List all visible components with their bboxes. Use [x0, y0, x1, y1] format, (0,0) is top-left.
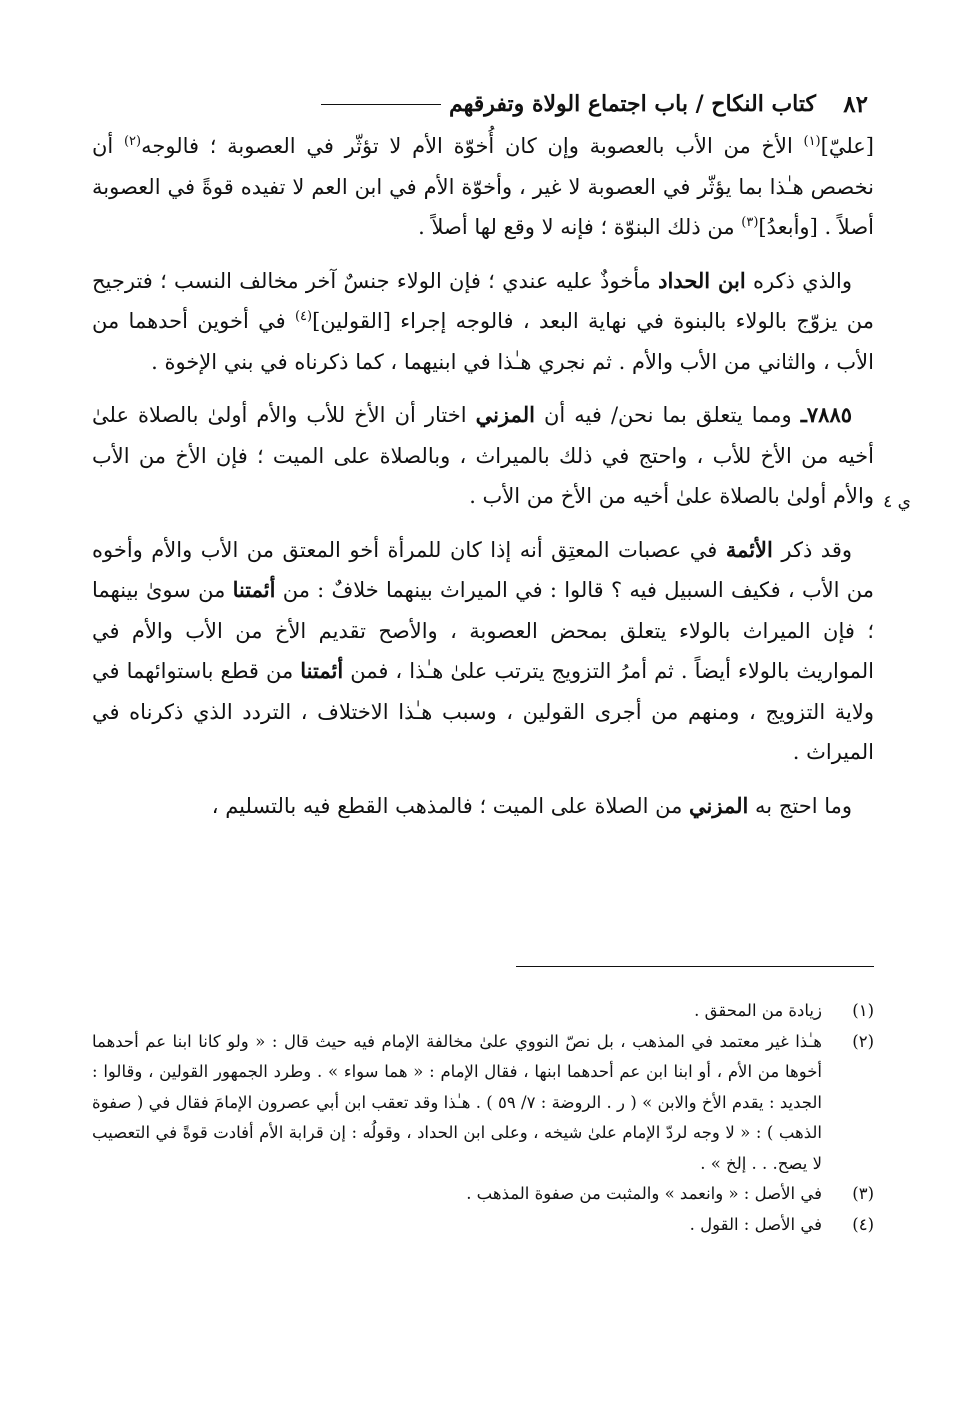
text-segment: وقد ذكر: [772, 537, 852, 562]
scholar-name: ابن الحداد: [658, 267, 746, 293]
term-aimmatuna: أئمتنا: [232, 577, 276, 602]
text-segment: من الصلاة على الميت ؛ فالمذهب القطع فيه بالتسليم ،: [211, 793, 690, 818]
text-segment: الأخ من الأب بالعصوبة وإن كان أُخوّة الأم لا تؤثّر في العصوبة ؛ فالوجه: [141, 134, 804, 158]
text-segment: [عليّ]: [820, 134, 874, 158]
footnote-number: (٣): [852, 1184, 874, 1203]
paragraph-number: ٧٨٨٥ـ: [800, 402, 853, 427]
footnote-ref: (٣): [741, 215, 759, 230]
paragraph-1: [92, 126, 874, 248]
running-title: كتاب النكاح / باب اجتماع الولاة وتفرقهم: [448, 91, 816, 117]
running-header: [100, 86, 868, 122]
footnote-text: في الأصل : القول .: [689, 1214, 822, 1234]
scholar-name: المزني: [689, 792, 749, 818]
footnote-ref: (١): [803, 134, 821, 149]
footnote-text: في الأصل : « وانعمد » والمثبت من صفوة المذهب .: [466, 1184, 822, 1203]
footnote: [92, 1027, 874, 1180]
footnote: [92, 1179, 874, 1210]
text-segment: من سوىٰ بينهما ؛ فإن الميراث بالولاء يتعلق بمحض العصوبة ، والأصح تقديم الأخ من الأب والأم في المواريث بالولاء أيضاً . ثم أمرُ التزويج يترتب علىٰ هـٰذا ، فمن: [92, 578, 874, 683]
footnotes: [92, 996, 874, 1240]
paragraph-3: [92, 395, 874, 517]
footnote-number: (١): [852, 1001, 874, 1020]
term-aimmatuna: أئمتنا: [300, 658, 344, 683]
footnote: [92, 996, 874, 1027]
text-segment: في عصبات المعتِق أنه إذا كان للمرأة أخو المعتق من الأب والأم وأخوه من الأب ، فكيف السبيل فيه ؟ قالوا : في الميراث بينهما خلافٌ : من: [92, 537, 874, 602]
paragraph-2: [92, 261, 874, 383]
text-segment: من قطع باستوائهما في ولاية التزويج ، ومنهم من أجرى القولين ، وسبب هـٰذا الاختلاف ، التردد الذي ذكرناه في الميراث .: [92, 659, 874, 764]
page-number: ٨٢: [843, 90, 868, 118]
paragraph-5: [92, 786, 874, 827]
main-text: [92, 126, 874, 826]
footnote-ref: (٢): [123, 134, 142, 149]
footnote-separator: [516, 966, 874, 967]
text-segment: في أخوين أحدهما من الأب ، والثاني من الأب والأم . ثم نجري هـٰذا في ابنيهما ، كما ذكرناه في بني الإخوة .: [92, 309, 874, 374]
footnote-number: (٢): [852, 1031, 874, 1051]
text-segment: مأخوذٌ عليه عندي ؛ فإن الولاء جنسٌ آخر مخالف النسب ؛ فترجيح من يزوّج بالولاء بالبنوة في نهاية البعد ، فالوجه إجراء [القولين]: [92, 268, 874, 333]
scholar-name: المزني: [475, 402, 535, 427]
footnote: [92, 1210, 874, 1241]
footnote-number: (٤): [852, 1214, 874, 1234]
margin-manuscript-note: ي ٤: [883, 492, 911, 512]
header-rule: [321, 104, 441, 105]
text-segment: وما احتج به: [748, 793, 852, 818]
footnote-ref: (٤): [294, 309, 313, 324]
text-segment: أن نخصص هـٰذا بما يؤثّر في العصوبة لا غير ، وأخوّة الأم في ابن العم لا تفيده قوةً في العصوبة أصلاً . [وأبعدُ]: [92, 134, 874, 239]
footnote-text: زيادة من المحقق .: [694, 1001, 822, 1020]
footnote-text: هـٰذا غير معتمد في المذهب ، بل نصّ النووي علىٰ مخالفة الإمام فيه حيث قال : « ولو كانا ابنا عم أحدهما أخوها من الأم ، أو ابنا ابن عم أحدهما ابنها ، فقال الإمام : « هما سواء » . وطرد الجمهور القولين ، وقالوا : الجديد : يقدم الأخ والابن » ( ر . الروضة : ٧/ ٥٩ ) . هـٰذا وقد تعقب ابن أبي عصرون الإمامَ فقال في ( صفوة الذهب ) : « لا وجه لردّ الإمام علىٰ شيخه ، وعلى ابن الحداد ، وقولُه : إن قرابة الأم أفادت قوةً في التعصيب لا يصح. . . إلخ » .: [92, 1031, 823, 1173]
term-aimma: الأئمة: [725, 536, 773, 562]
text-segment: والذي ذكره: [745, 268, 852, 293]
text-segment: اختار أن الأخ للأب والأم أولىٰ بالصلاة علىٰ أخيه من الأخ للأب ، واحتج في ذلك بالميراث ، وبالصلاة على الميت ؛ فإن الأخ من الأب والأم أولىٰ بالصلاة علىٰ أخيه من الأخ من الأب .: [92, 403, 874, 508]
text-segment: ومما يتعلق بما نحن/ فيه أن: [534, 403, 801, 427]
text-segment: من ذلك البنوّة ؛ فإنه لا وقع لها أصلاً .: [418, 215, 742, 239]
paragraph-4: [92, 530, 874, 773]
